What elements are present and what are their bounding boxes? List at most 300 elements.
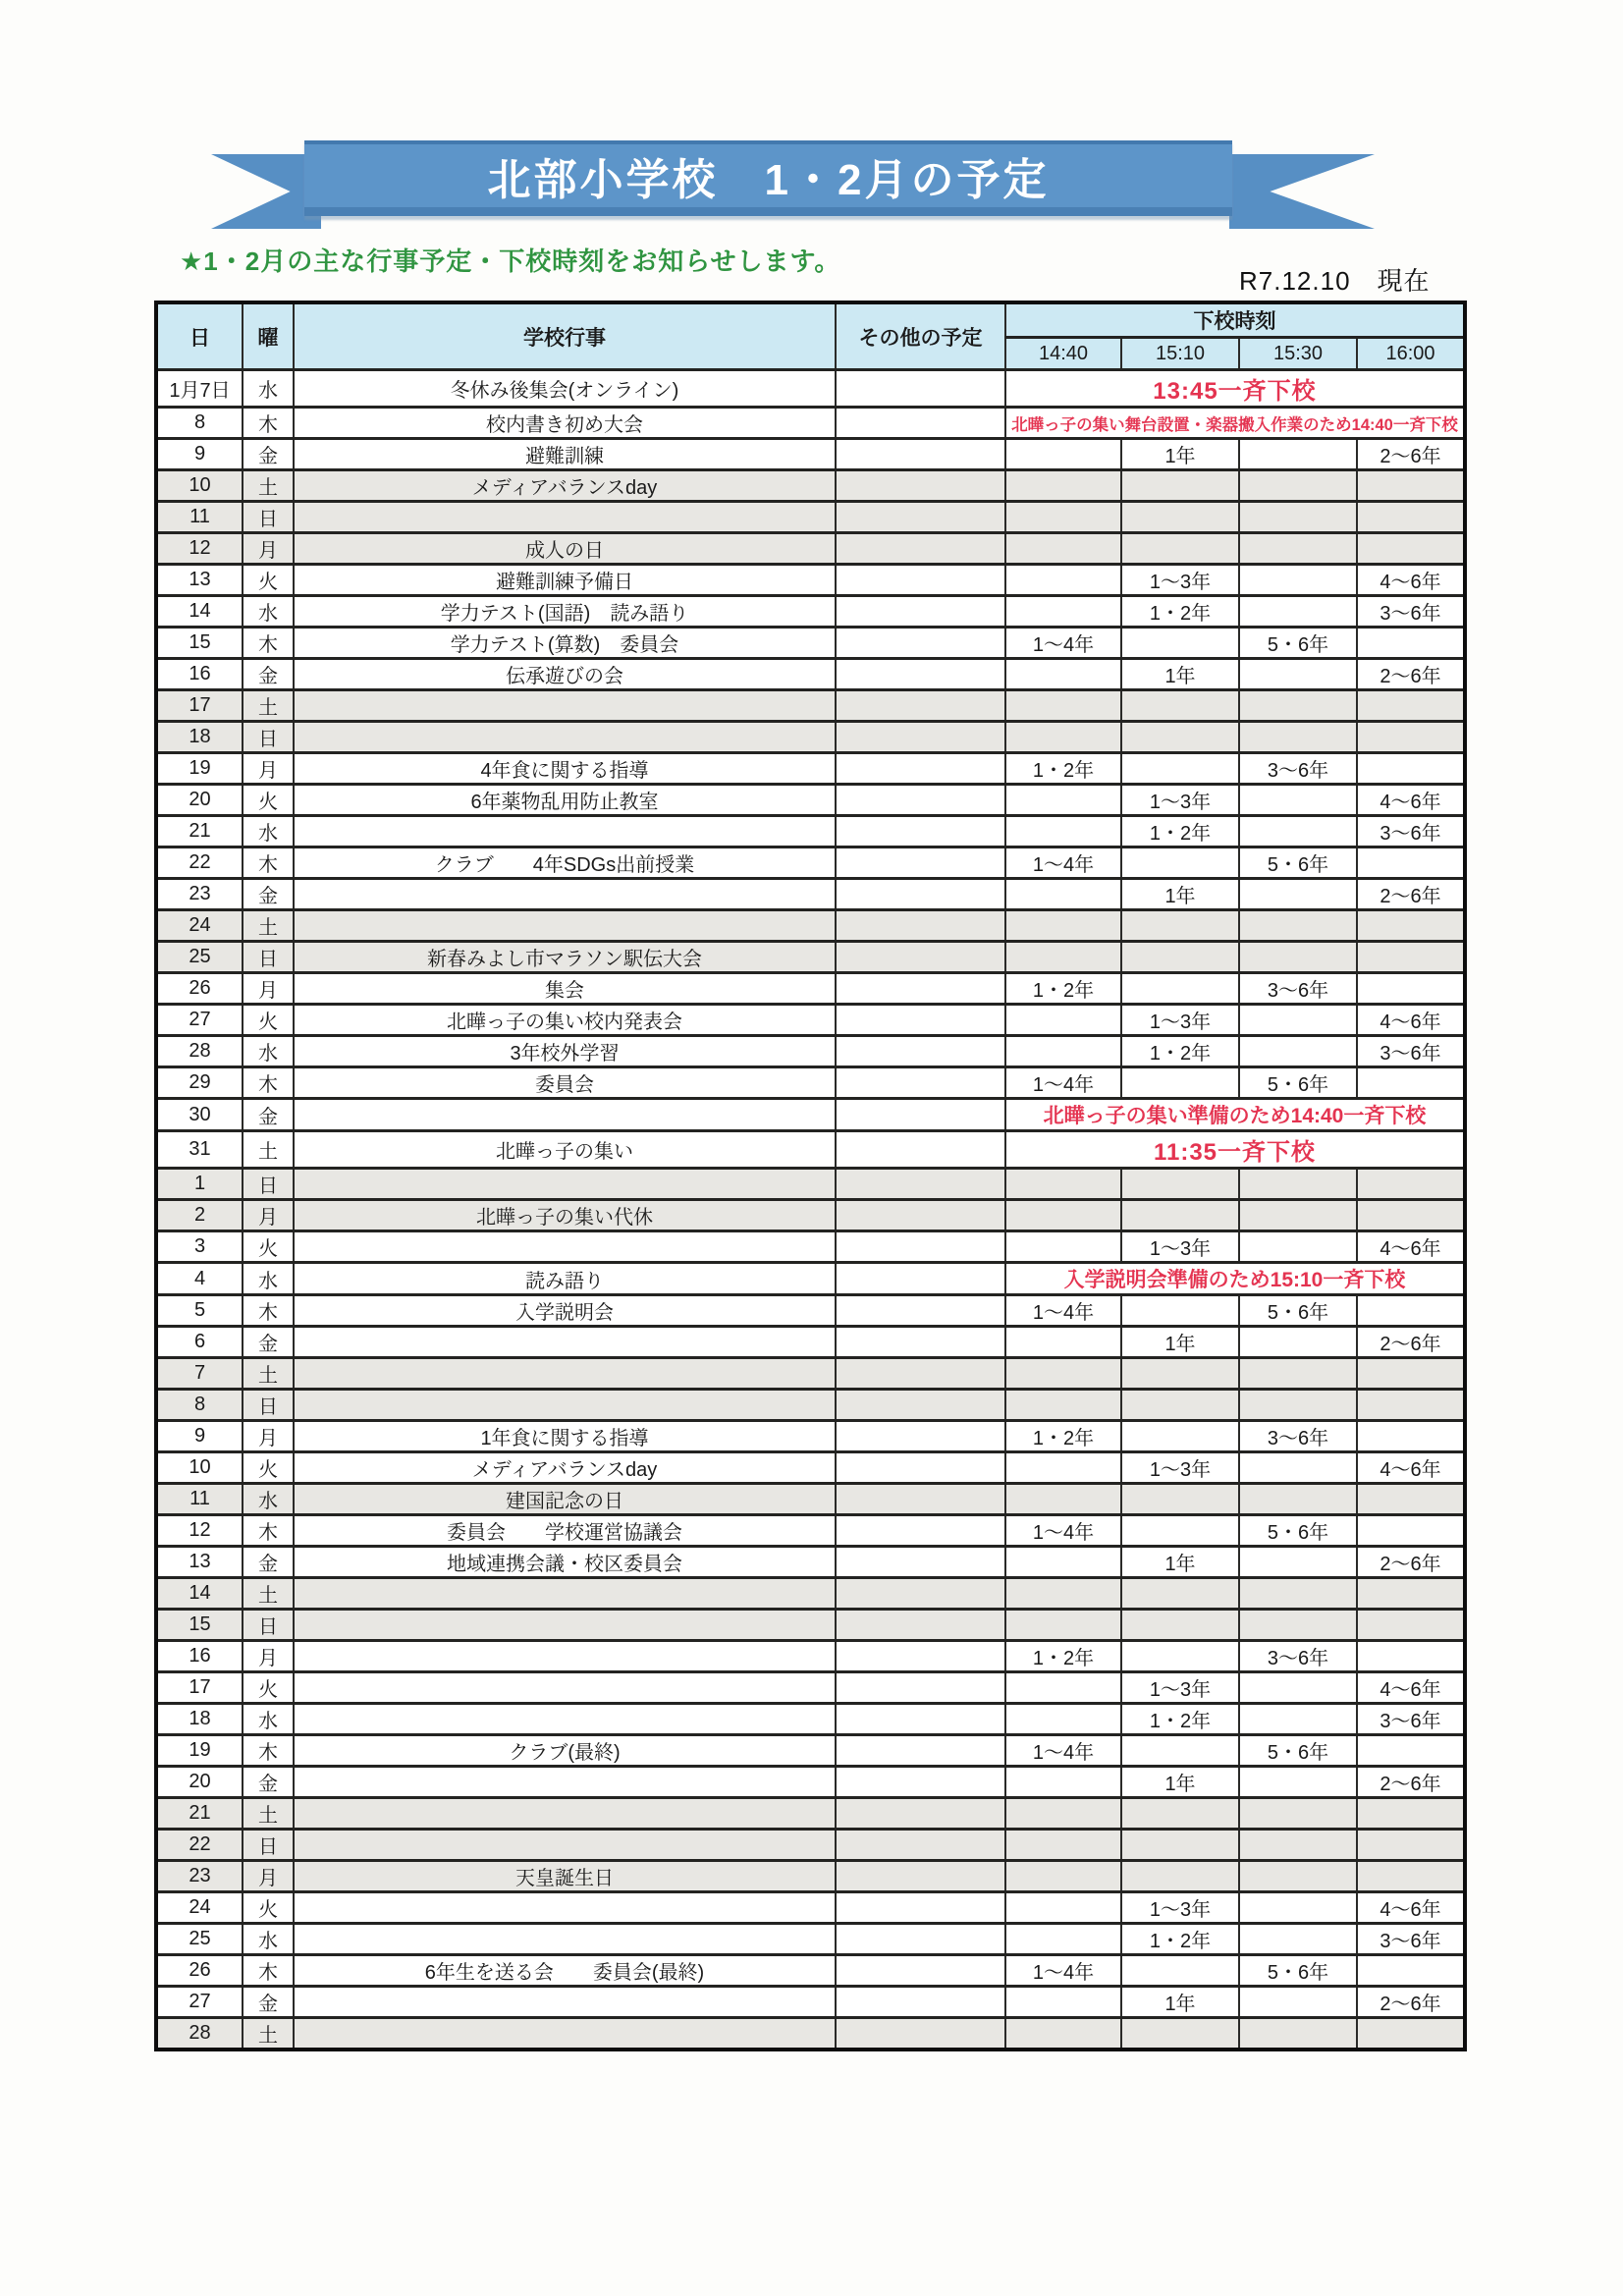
other-plans-cell <box>836 659 1005 690</box>
dismissal-notice-cell: 北曄っ子の集い舞台設置・楽器搬入作業のため14:40一斉下校 <box>1005 408 1465 439</box>
dismissal-1440-cell: 1～4年 <box>1005 1515 1121 1547</box>
day-cell: 日 <box>243 722 294 753</box>
dismissal-1510-cell <box>1121 628 1239 659</box>
schedule-row <box>156 1131 1465 1169</box>
schedule-row <box>156 847 1465 879</box>
other-plans-cell <box>836 753 1005 785</box>
schedule-row <box>156 370 1465 408</box>
dismissal-1600-cell <box>1357 753 1465 785</box>
day-cell: 土 <box>243 1358 294 1390</box>
dismissal-1440-cell <box>1005 1704 1121 1735</box>
dismissal-1440-cell <box>1005 1830 1121 1861</box>
dismissal-1440-cell <box>1005 942 1121 973</box>
day-cell: 金 <box>243 1987 294 2018</box>
event-cell: 委員会 学校運営協議会 <box>294 1515 836 1547</box>
dismissal-1440-cell <box>1005 1484 1121 1515</box>
schedule-row <box>156 879 1465 910</box>
day-cell: 木 <box>243 1735 294 1767</box>
other-plans-cell <box>836 1390 1005 1421</box>
date-cell: 5 <box>156 1295 243 1327</box>
other-plans-cell <box>836 1263 1005 1295</box>
date-cell: 11 <box>156 502 243 533</box>
dismissal-1600-cell: 4～6年 <box>1357 565 1465 596</box>
title-banner <box>211 140 1375 234</box>
date-cell: 10 <box>156 470 243 502</box>
other-plans-cell <box>836 1484 1005 1515</box>
dismissal-1510-cell <box>1121 1641 1239 1672</box>
dismissal-1440-cell <box>1005 1390 1121 1421</box>
date-cell: 30 <box>156 1099 243 1131</box>
event-cell: メディアバランスday <box>294 1452 836 1484</box>
day-cell: 月 <box>243 973 294 1005</box>
dismissal-1510-cell: 1・2年 <box>1121 1036 1239 1067</box>
event-cell <box>294 722 836 753</box>
dismissal-1530-cell <box>1239 1578 1357 1610</box>
event-cell: 北曄っ子の集い <box>294 1131 836 1169</box>
other-plans-cell <box>836 1036 1005 1067</box>
schedule-row <box>156 1358 1465 1390</box>
dismissal-1510-cell: 1・2年 <box>1121 816 1239 847</box>
col-header-time-1440: 14:40 <box>1005 338 1121 370</box>
event-cell <box>294 1327 836 1358</box>
date-cell: 19 <box>156 1735 243 1767</box>
page-title: 北部小学校 1・2月の予定 <box>487 156 1050 204</box>
dismissal-1600-cell <box>1357 942 1465 973</box>
event-cell: 6年薬物乱用防止教室 <box>294 785 836 816</box>
as-of-date: R7.12.10 現在 <box>1239 266 1431 296</box>
day-cell: 金 <box>243 1547 294 1578</box>
day-cell: 金 <box>243 1327 294 1358</box>
other-plans-cell <box>836 1067 1005 1099</box>
dismissal-1600-cell <box>1357 1358 1465 1390</box>
other-plans-cell <box>836 1515 1005 1547</box>
dismissal-1600-cell <box>1357 1421 1465 1452</box>
schedule-row <box>156 659 1465 690</box>
dismissal-1510-cell: 1～3年 <box>1121 1672 1239 1704</box>
dismissal-1440-cell <box>1005 1987 1121 2018</box>
dismissal-1600-cell <box>1357 2018 1465 2050</box>
dismissal-1440-cell <box>1005 1327 1121 1358</box>
event-cell <box>294 1358 836 1390</box>
other-plans-cell <box>836 1169 1005 1200</box>
schedule-row <box>156 1861 1465 1892</box>
schedule-row <box>156 1767 1465 1798</box>
schedule-row <box>156 1005 1465 1036</box>
event-cell: 避難訓練 <box>294 439 836 470</box>
dismissal-1510-cell <box>1121 1610 1239 1641</box>
schedule-row <box>156 1452 1465 1484</box>
date-cell: 12 <box>156 1515 243 1547</box>
dismissal-1440-cell: 1～4年 <box>1005 847 1121 879</box>
dismissal-1440-cell <box>1005 722 1121 753</box>
date-cell: 3 <box>156 1231 243 1263</box>
col-header-date: 日 <box>156 302 243 370</box>
date-cell: 25 <box>156 942 243 973</box>
dismissal-1510-cell <box>1121 1484 1239 1515</box>
other-plans-cell <box>836 910 1005 942</box>
date-cell: 11 <box>156 1484 243 1515</box>
dismissal-1510-cell <box>1121 753 1239 785</box>
dismissal-1600-cell <box>1357 533 1465 565</box>
other-plans-cell <box>836 1861 1005 1892</box>
schedule-row <box>156 785 1465 816</box>
date-cell: 15 <box>156 1610 243 1641</box>
dismissal-1600-cell <box>1357 1955 1465 1987</box>
dismissal-1530-cell <box>1239 942 1357 973</box>
other-plans-cell <box>836 533 1005 565</box>
dismissal-1600-cell: 2～6年 <box>1357 1547 1465 1578</box>
date-cell: 9 <box>156 1421 243 1452</box>
day-cell: 火 <box>243 1005 294 1036</box>
day-cell: 土 <box>243 910 294 942</box>
dismissal-1510-cell: 1～3年 <box>1121 1005 1239 1036</box>
dismissal-1510-cell: 1年 <box>1121 1987 1239 2018</box>
date-cell: 25 <box>156 1924 243 1955</box>
other-plans-cell <box>836 722 1005 753</box>
dismissal-1440-cell <box>1005 1231 1121 1263</box>
other-plans-cell <box>836 1641 1005 1672</box>
day-cell: 日 <box>243 942 294 973</box>
dismissal-1440-cell <box>1005 659 1121 690</box>
schedule-row <box>156 1704 1465 1735</box>
schedule-row <box>156 1099 1465 1131</box>
dismissal-1600-cell <box>1357 690 1465 722</box>
banner-band <box>304 140 1232 216</box>
dismissal-1440-cell <box>1005 1005 1121 1036</box>
day-cell: 水 <box>243 596 294 628</box>
announcement-line: ★1・2月の主な行事予定・下校時刻をお知らせします。 <box>180 246 841 276</box>
other-plans-cell <box>836 1767 1005 1798</box>
dismissal-1510-cell <box>1121 973 1239 1005</box>
other-plans-cell <box>836 1327 1005 1358</box>
dismissal-1600-cell: 2～6年 <box>1357 1327 1465 1358</box>
dismissal-1530-cell <box>1239 1672 1357 1704</box>
date-cell: 26 <box>156 973 243 1005</box>
day-cell: 日 <box>243 1390 294 1421</box>
event-cell <box>294 910 836 942</box>
dismissal-1530-cell <box>1239 1767 1357 1798</box>
dismissal-1510-cell <box>1121 690 1239 722</box>
event-cell: 伝承遊びの会 <box>294 659 836 690</box>
schedule-row <box>156 628 1465 659</box>
dismissal-1510-cell <box>1121 1067 1239 1099</box>
other-plans-cell <box>836 942 1005 973</box>
schedule-row <box>156 1892 1465 1924</box>
day-cell: 火 <box>243 1452 294 1484</box>
schedule-row <box>156 2018 1465 2050</box>
dismissal-1530-cell <box>1239 1704 1357 1735</box>
date-cell: 22 <box>156 1830 243 1861</box>
other-plans-cell <box>836 1610 1005 1641</box>
schedule-row <box>156 1036 1465 1067</box>
dismissal-1510-cell <box>1121 847 1239 879</box>
day-cell: 水 <box>243 1263 294 1295</box>
dismissal-1440-cell <box>1005 1861 1121 1892</box>
date-cell: 4 <box>156 1263 243 1295</box>
dismissal-1510-cell <box>1121 1515 1239 1547</box>
dismissal-1530-cell <box>1239 690 1357 722</box>
other-plans-cell <box>836 628 1005 659</box>
dismissal-1530-cell <box>1239 1390 1357 1421</box>
dismissal-1600-cell: 3～6年 <box>1357 1036 1465 1067</box>
event-cell <box>294 1767 836 1798</box>
dismissal-1440-cell <box>1005 816 1121 847</box>
schedule-row <box>156 1610 1465 1641</box>
other-plans-cell <box>836 1452 1005 1484</box>
schedule-row <box>156 1200 1465 1231</box>
date-cell: 17 <box>156 690 243 722</box>
other-plans-cell <box>836 439 1005 470</box>
dismissal-1530-cell <box>1239 1169 1357 1200</box>
schedule-row <box>156 1924 1465 1955</box>
day-cell: 水 <box>243 1924 294 1955</box>
event-cell <box>294 1830 836 1861</box>
date-cell: 2 <box>156 1200 243 1231</box>
event-cell <box>294 1610 836 1641</box>
schedule-row <box>156 910 1465 942</box>
dismissal-1600-cell <box>1357 1390 1465 1421</box>
dismissal-1510-cell <box>1121 1390 1239 1421</box>
date-cell: 26 <box>156 1955 243 1987</box>
dismissal-1510-cell <box>1121 1421 1239 1452</box>
dismissal-1530-cell: 5・6年 <box>1239 1955 1357 1987</box>
day-cell: 金 <box>243 659 294 690</box>
date-cell: 17 <box>156 1672 243 1704</box>
date-cell: 27 <box>156 1987 243 2018</box>
event-cell <box>294 1641 836 1672</box>
date-cell: 9 <box>156 439 243 470</box>
dismissal-1440-cell <box>1005 1358 1121 1390</box>
event-cell <box>294 1099 836 1131</box>
dismissal-1440-cell <box>1005 502 1121 533</box>
dismissal-1600-cell <box>1357 1641 1465 1672</box>
event-cell <box>294 1578 836 1610</box>
date-cell: 28 <box>156 2018 243 2050</box>
dismissal-1530-cell: 3～6年 <box>1239 973 1357 1005</box>
dismissal-1530-cell <box>1239 659 1357 690</box>
event-cell: 学力テスト(算数) 委員会 <box>294 628 836 659</box>
day-cell: 木 <box>243 1515 294 1547</box>
dismissal-1510-cell <box>1121 1200 1239 1231</box>
schedule-row <box>156 973 1465 1005</box>
col-header-time-1510: 15:10 <box>1121 338 1239 370</box>
date-cell: 28 <box>156 1036 243 1067</box>
other-plans-cell <box>836 973 1005 1005</box>
date-cell: 7 <box>156 1358 243 1390</box>
day-cell: 土 <box>243 1131 294 1169</box>
day-cell: 土 <box>243 690 294 722</box>
event-cell: 北曄っ子の集い校内発表会 <box>294 1005 836 1036</box>
date-cell: 24 <box>156 1892 243 1924</box>
schedule-row <box>156 690 1465 722</box>
col-header-time-1530: 15:30 <box>1239 338 1357 370</box>
event-cell: 6年生を送る会 委員会(最終) <box>294 1955 836 1987</box>
other-plans-cell <box>836 1421 1005 1452</box>
dismissal-1440-cell <box>1005 2018 1121 2050</box>
dismissal-1530-cell <box>1239 533 1357 565</box>
dismissal-1530-cell <box>1239 879 1357 910</box>
col-header-event: 学校行事 <box>294 302 836 370</box>
dismissal-1510-cell <box>1121 502 1239 533</box>
dismissal-1510-cell: 1・2年 <box>1121 1924 1239 1955</box>
day-cell: 火 <box>243 1231 294 1263</box>
dismissal-1440-cell <box>1005 1672 1121 1704</box>
other-plans-cell <box>836 816 1005 847</box>
date-cell: 23 <box>156 879 243 910</box>
dismissal-1440-cell: 1～4年 <box>1005 628 1121 659</box>
dismissal-1440-cell <box>1005 785 1121 816</box>
dismissal-1440-cell: 1・2年 <box>1005 753 1121 785</box>
dismissal-1510-cell: 1・2年 <box>1121 1704 1239 1735</box>
day-cell: 月 <box>243 1641 294 1672</box>
other-plans-cell <box>836 879 1005 910</box>
day-cell: 月 <box>243 533 294 565</box>
dismissal-1600-cell <box>1357 1798 1465 1830</box>
event-cell <box>294 690 836 722</box>
dismissal-1530-cell: 3～6年 <box>1239 753 1357 785</box>
dismissal-1600-cell <box>1357 502 1465 533</box>
day-cell: 土 <box>243 1798 294 1830</box>
schedule-row <box>156 470 1465 502</box>
other-plans-cell <box>836 785 1005 816</box>
date-cell: 21 <box>156 816 243 847</box>
schedule-row <box>156 565 1465 596</box>
event-cell: 読み語り <box>294 1263 836 1295</box>
dismissal-1440-cell <box>1005 1200 1121 1231</box>
schedule-row <box>156 1515 1465 1547</box>
dismissal-1440-cell <box>1005 1610 1121 1641</box>
dismissal-1510-cell: 1年 <box>1121 1547 1239 1578</box>
dismissal-1530-cell <box>1239 1484 1357 1515</box>
dismissal-1600-cell <box>1357 1735 1465 1767</box>
schedule-row <box>156 1830 1465 1861</box>
other-plans-cell <box>836 1547 1005 1578</box>
dismissal-1530-cell <box>1239 722 1357 753</box>
dismissal-1600-cell: 4～6年 <box>1357 1892 1465 1924</box>
day-cell: 月 <box>243 1421 294 1452</box>
dismissal-1510-cell: 1～3年 <box>1121 1452 1239 1484</box>
dismissal-1510-cell <box>1121 1955 1239 1987</box>
dismissal-1510-cell: 1～3年 <box>1121 1231 1239 1263</box>
dismissal-1530-cell <box>1239 2018 1357 2050</box>
dismissal-1600-cell <box>1357 1200 1465 1231</box>
dismissal-1530-cell: 3～6年 <box>1239 1421 1357 1452</box>
col-header-time-1600: 16:00 <box>1357 338 1465 370</box>
day-cell: 火 <box>243 1672 294 1704</box>
date-cell: 13 <box>156 565 243 596</box>
dismissal-1510-cell <box>1121 1169 1239 1200</box>
event-cell <box>294 1169 836 1200</box>
day-cell: 木 <box>243 628 294 659</box>
other-plans-cell <box>836 1735 1005 1767</box>
dismissal-1510-cell: 1～3年 <box>1121 565 1239 596</box>
event-cell <box>294 1704 836 1735</box>
day-cell: 水 <box>243 1484 294 1515</box>
day-cell: 日 <box>243 1169 294 1200</box>
date-cell: 24 <box>156 910 243 942</box>
day-cell: 月 <box>243 1200 294 1231</box>
dismissal-1530-cell <box>1239 596 1357 628</box>
day-cell: 土 <box>243 1578 294 1610</box>
other-plans-cell <box>836 1987 1005 2018</box>
event-cell <box>294 502 836 533</box>
event-cell: 地域連携会議・校区委員会 <box>294 1547 836 1578</box>
day-cell: 木 <box>243 408 294 439</box>
schedule-row <box>156 408 1465 439</box>
day-cell: 木 <box>243 847 294 879</box>
day-cell: 木 <box>243 1067 294 1099</box>
dismissal-1600-cell: 2～6年 <box>1357 1767 1465 1798</box>
schedule-row <box>156 1672 1465 1704</box>
dismissal-1440-cell <box>1005 910 1121 942</box>
dismissal-1600-cell <box>1357 722 1465 753</box>
dismissal-1600-cell: 4～6年 <box>1357 1005 1465 1036</box>
dismissal-1600-cell <box>1357 1169 1465 1200</box>
date-cell: 27 <box>156 1005 243 1036</box>
dismissal-1600-cell: 4～6年 <box>1357 1231 1465 1263</box>
day-cell: 火 <box>243 785 294 816</box>
date-cell: 1 <box>156 1169 243 1200</box>
schedule-row <box>156 1987 1465 2018</box>
dismissal-1510-cell: 1年 <box>1121 1767 1239 1798</box>
event-cell <box>294 2018 836 2050</box>
day-cell: 金 <box>243 439 294 470</box>
dismissal-1530-cell <box>1239 1861 1357 1892</box>
dismissal-1440-cell: 1～4年 <box>1005 1955 1121 1987</box>
dismissal-1510-cell <box>1121 533 1239 565</box>
date-cell: 14 <box>156 1578 243 1610</box>
other-plans-cell <box>836 847 1005 879</box>
dismissal-notice-cell: 入学説明会準備のため15:10一斉下校 <box>1005 1263 1465 1295</box>
other-plans-cell <box>836 470 1005 502</box>
dismissal-1530-cell <box>1239 910 1357 942</box>
other-plans-cell <box>836 2018 1005 2050</box>
dismissal-1530-cell <box>1239 470 1357 502</box>
dismissal-1530-cell <box>1239 1610 1357 1641</box>
dismissal-1530-cell <box>1239 1452 1357 1484</box>
day-cell: 水 <box>243 1036 294 1067</box>
other-plans-cell <box>836 1704 1005 1735</box>
event-cell: 1年食に関する指導 <box>294 1421 836 1452</box>
schedule-row <box>156 1547 1465 1578</box>
dismissal-1510-cell <box>1121 910 1239 942</box>
dismissal-1530-cell: 5・6年 <box>1239 1295 1357 1327</box>
schedule-row <box>156 1390 1465 1421</box>
other-plans-cell <box>836 1131 1005 1169</box>
dismissal-1510-cell: 1～3年 <box>1121 785 1239 816</box>
event-cell: 天皇誕生日 <box>294 1861 836 1892</box>
dismissal-1530-cell: 5・6年 <box>1239 628 1357 659</box>
dismissal-1440-cell: 1～4年 <box>1005 1735 1121 1767</box>
date-cell: 20 <box>156 1767 243 1798</box>
dismissal-1600-cell: 4～6年 <box>1357 785 1465 816</box>
dismissal-1600-cell: 2～6年 <box>1357 659 1465 690</box>
day-cell: 日 <box>243 502 294 533</box>
dismissal-1510-cell: 1～3年 <box>1121 1892 1239 1924</box>
dismissal-1440-cell: 1～4年 <box>1005 1067 1121 1099</box>
schedule-row <box>156 1955 1465 1987</box>
dismissal-1440-cell: 1・2年 <box>1005 973 1121 1005</box>
dismissal-1600-cell <box>1357 847 1465 879</box>
day-cell: 金 <box>243 879 294 910</box>
dismissal-1440-cell <box>1005 1452 1121 1484</box>
dismissal-1530-cell <box>1239 1987 1357 2018</box>
day-cell: 土 <box>243 470 294 502</box>
other-plans-cell <box>836 1578 1005 1610</box>
dismissal-1440-cell <box>1005 1169 1121 1200</box>
date-cell: 8 <box>156 1390 243 1421</box>
event-cell: 集会 <box>294 973 836 1005</box>
